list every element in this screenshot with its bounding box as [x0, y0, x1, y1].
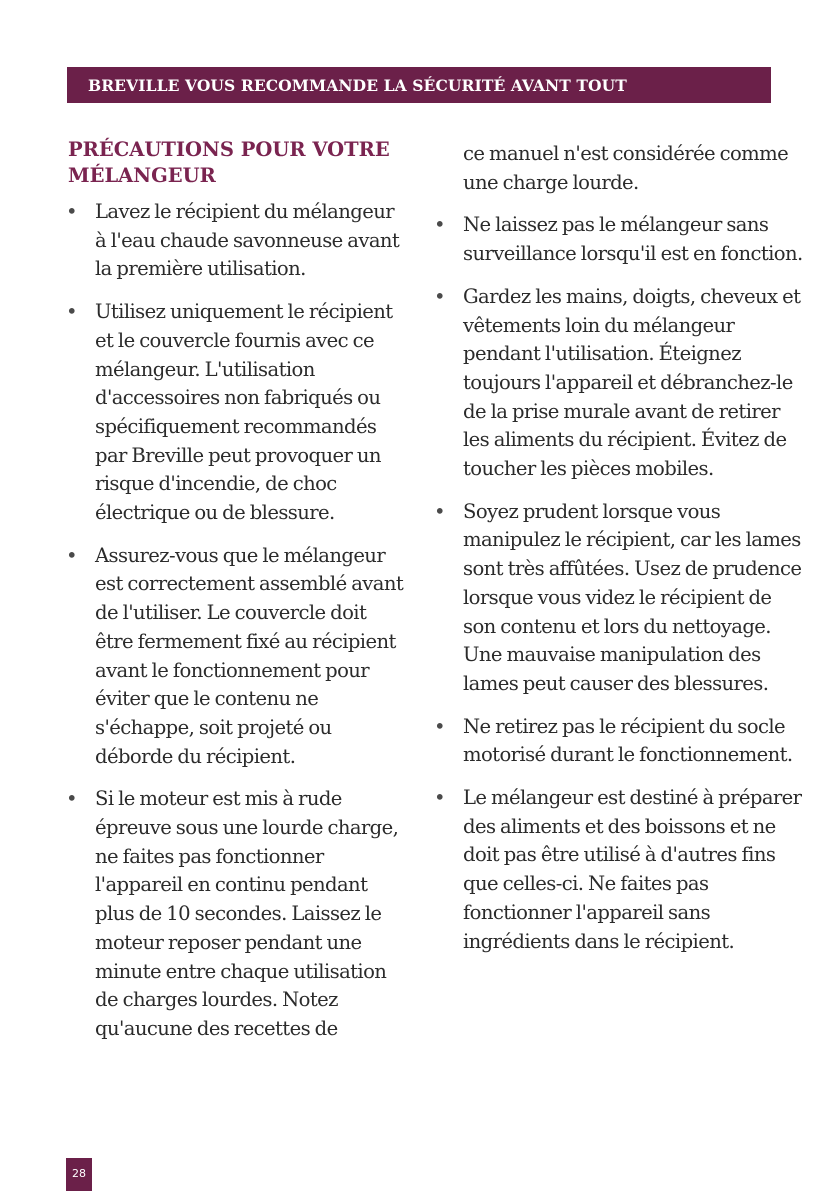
- bullet-dot-icon: •: [66, 787, 78, 811]
- header-bar: [67, 67, 771, 103]
- bullet-item: [434, 784, 804, 956]
- right-column: [434, 140, 804, 970]
- bullet-text: Ne retirez pas le récipient du socle motorisé durant le fonctionnement.: [463, 714, 793, 767]
- bullet-item: [66, 298, 406, 528]
- bullet-item: [434, 283, 804, 484]
- bullet-dot-icon: •: [434, 284, 446, 308]
- bullet-text: Lavez le récipient du mélangeur à l'eau chaude savonneuse avant la première utilisation.: [95, 200, 400, 281]
- bullet-dot-icon: •: [66, 300, 78, 324]
- bullet-dot-icon: •: [66, 543, 78, 567]
- bullet-text: Gardez les mains, doigts, cheveux et vêtements loin du mélangeur pendant l'utilisation. Éteignez toujours l'appareil et débranchez-le de la prise murale avant de retirer les aliments du récipient. Évitez de toucher les pièces mobiles.: [463, 284, 801, 481]
- bullet-item: [66, 785, 406, 1043]
- page-number-box: [66, 1158, 92, 1191]
- continued-text: ce manuel n'est considérée comme une charge lourde.: [463, 142, 789, 194]
- bullet-item: [66, 198, 406, 284]
- header-title: BREVILLE VOUS RECOMMANDE LA SÉCURITÉ AVANT TOUT: [88, 76, 627, 95]
- bullet-text: Utilisez uniquement le récipient et le couvercle fournis avec ce mélangeur. L'utilisation d'accessoires non fabriqués ou spécifiquement recommandés par Breville peut provoquer un risque d'incendie, de choc électrique ou de blessure.: [95, 300, 393, 525]
- bullet-item: [66, 542, 406, 772]
- bullet-dot-icon: •: [434, 786, 446, 810]
- bullet-dot-icon: •: [434, 213, 446, 237]
- bullet-item: [434, 713, 804, 770]
- bullet-text: Soyez prudent lorsque vous manipulez le récipient, car les lames sont très affûtées. Usez de prudence lorsque vous videz le récipient de son contenu et lors du nettoyage. Une mauvaise manipulation des lames peut causer des blessures.: [463, 499, 802, 695]
- bullet-item: [434, 211, 804, 268]
- left-column: [66, 198, 406, 1058]
- bullet-dot-icon: •: [434, 714, 446, 738]
- bullet-dot-icon: •: [434, 499, 446, 523]
- bullet-text: Si le moteur est mis à rude épreuve sous une lourde charge, ne faites pas fonctionner l'appareil en continu pendant plus de 10 secondes. Laissez le moteur reposer pendant une minute entre chaque utilisation de charges lourdes. Notez qu'aucune des recettes de: [95, 787, 399, 1040]
- bullet-text: Le mélangeur est destiné à préparer des aliments et des boissons et ne doit pas être utilisé à d'autres fins que celles-ci. Ne faites pas fonctionner l'appareil sans ingrédients dans le récipient.: [463, 786, 802, 953]
- bullet-text: Ne laissez pas le mélangeur sans surveillance lorsqu'il est en fonction.: [463, 213, 803, 266]
- page-number: 28: [72, 1167, 86, 1180]
- bullet-text: Assurez-vous que le mélangeur est correctement assemblé avant de l'utiliser. Le couvercle doit être fermement fixé au récipient avant le fonctionnement pour éviter que le contenu ne s'échappe, soit projeté ou déborde du récipient.: [95, 543, 404, 768]
- section-title: PRÉCAUTIONS POUR VOTRE MÉLANGEUR: [68, 138, 390, 187]
- bullet-item: [434, 498, 804, 699]
- bullet-dot-icon: •: [66, 200, 78, 223]
